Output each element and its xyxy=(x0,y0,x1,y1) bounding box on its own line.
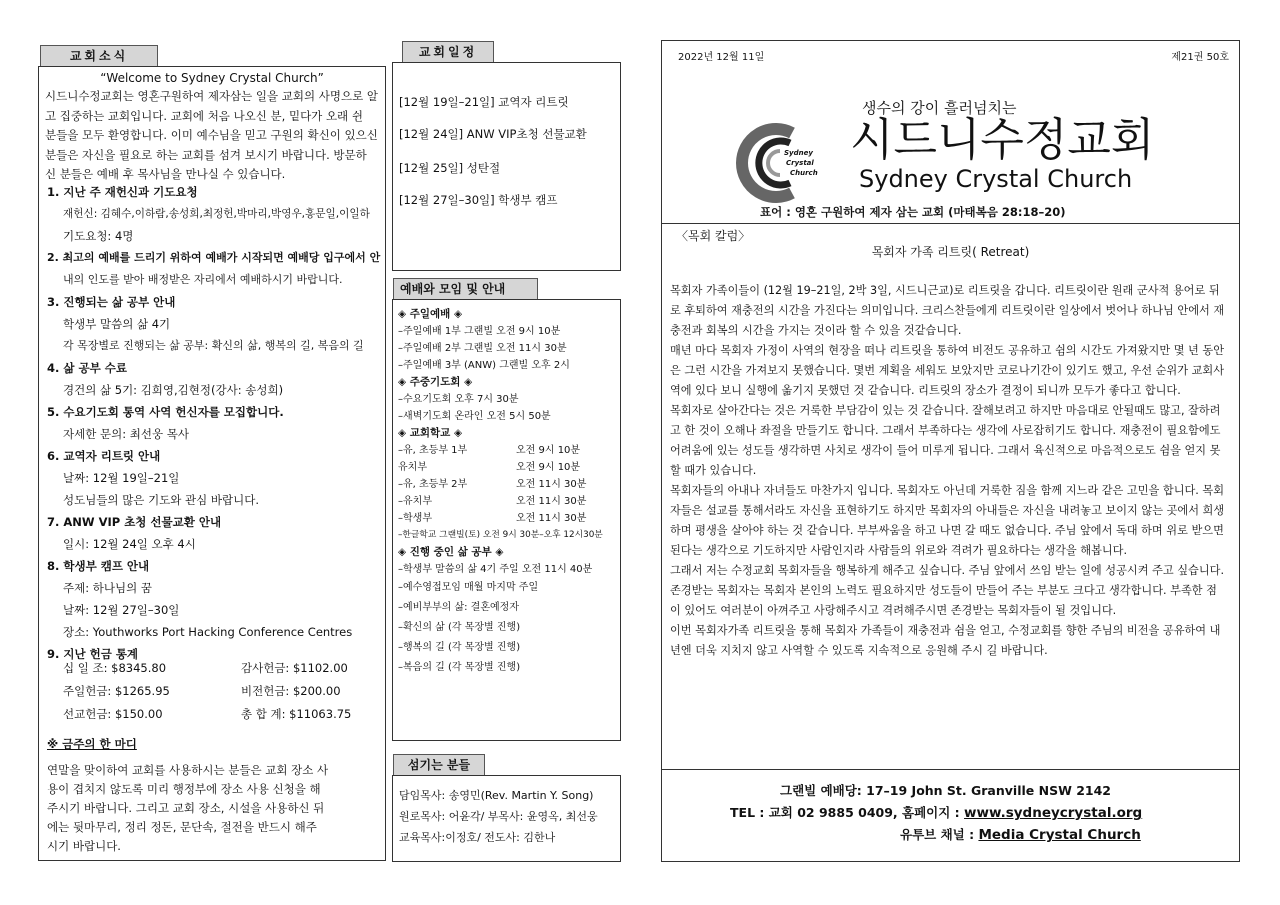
worship-row: –예비부부의 삶: 결혼예정자 xyxy=(398,602,519,613)
tagline: 생수의 강이 흘러넘치는 xyxy=(862,99,1017,117)
news-item-line: 재헌신: 김혜수,이하람,송성희,최정헌,박마리,박영우,홍문일,이일하 xyxy=(63,208,370,220)
news-item-title: 2. 최고의 예배를 드리기 위하여 예배가 시작되면 예배당 입구에서 안 xyxy=(47,251,381,264)
note-text xyxy=(47,761,328,856)
servant-line: 원로목사: 어윤각/ 부목사: 윤영옥, 최선웅 xyxy=(399,810,598,823)
footer-divider xyxy=(662,769,1239,770)
news-item-line: 일시: 12월 24일 오후 4시 xyxy=(63,537,196,551)
news-tab: 교회소식 xyxy=(40,45,158,66)
worship-row: 유치부 xyxy=(398,462,427,473)
crystal-c-logo-icon xyxy=(734,119,834,205)
worship-list xyxy=(398,306,603,678)
column-paragraph: 목회자들의 아내나 자녀들도 마찬가지 입니다. 목회자도 아닌데 거룩한 짐을 함께 지느라 같은 고민을 합니다. 목회자들은 설교를 통해서라도 자신을 표현하기도 하지만 목회자의 아내들은 자신을 내려놓고 보이지 않는 곳에서 희생하며 평생을 살아야 하는 것 같습니다. 부부싸움을 하고 나면 갈 때도 없습니다. 주님 앞에서 독대 하며 위로 받으면 된다는 생각으로 기도하지만 사람인지라 사람들의 위로와 격려가 필요하다는 생각을 해봅니다. xyxy=(670,484,1225,557)
note-title: ※ 금주의 한 마디 xyxy=(47,737,137,751)
servant-line: 담임목사: 송영민(Rev. Martin Y. Song) xyxy=(399,789,594,802)
logo-text-sydney: Sydney xyxy=(784,149,813,157)
news-item-title: 4. 삶 공부 수료 xyxy=(47,361,127,375)
worship-row: –주일예배 2부 그랜빌 오전 11시 30분 xyxy=(398,343,567,354)
worship-box xyxy=(392,299,621,741)
youtube-label: 유투브 채널 : xyxy=(900,827,979,842)
worship-group-title: ◈ 교회학교 ◈ xyxy=(398,427,463,439)
schedule-item: [12월 19일–21일] 교역자 리트릿 xyxy=(399,95,569,109)
news-item-title: 8. 학생부 캠프 안내 xyxy=(47,559,150,573)
offering-cell: 주일헌금: $1265.95 xyxy=(63,684,170,698)
worship-row: –학생부 xyxy=(398,513,432,524)
offering-cell: 선교헌금: $150.00 xyxy=(63,707,163,721)
worship-row: –확신의 삶 (각 목장별 진행) xyxy=(398,622,521,633)
church-name-en: Sydney Crystal Church xyxy=(859,165,1133,193)
welcome-text xyxy=(45,87,378,185)
offering-cell: 비전헌금: $200.00 xyxy=(241,684,341,698)
news-item-line: 내의 인도를 받아 배정받은 자리에서 예배하시기 바랍니다. xyxy=(63,273,343,286)
worship-group-title: ◈ 주중기도회 ◈ xyxy=(398,376,473,388)
worship-group-title: ◈ 주일예배 ◈ xyxy=(398,308,463,320)
worship-row: –유치부 xyxy=(398,496,432,507)
note-line: 에는 뒷마무리, 정리 정돈, 문단속, 절전을 반드시 해주 xyxy=(47,820,317,834)
schedule-box xyxy=(392,62,621,271)
news-item-title: 7. ANW VIP 초청 선물교환 안내 xyxy=(47,515,222,529)
worship-row: –주일예배 3부 (ANW) 그랜빌 오후 2시 xyxy=(398,360,570,371)
column-paragraph: 목회자로 살아간다는 것은 거룩한 부담감이 있는 것 같습니다. 잘해보려고 하지만 마음대로 안될때도 많고, 잘하려고 한 것이 오해나 좌절을 만들기도 합니다. 그래서 부족하다는 생각에 사로잡히기도 합니다. 재충전이 필요함에도 어려움에 있는 성도들 생각하면 사치로 생각이 들어 미루게 됩니다. 그래서 육신적으로 마음적으로도 쉼을 얻지 못할 때가 있습니다. xyxy=(670,404,1221,477)
news-item-line: 기도요청: 4명 xyxy=(63,229,134,243)
website-link[interactable]: www.sydneycrystal.org xyxy=(964,805,1143,821)
servants-tab: 섬기는 분들 xyxy=(393,754,485,775)
motto-divider xyxy=(662,223,1239,224)
worship-row: –행복의 길 (각 목장별 진행) xyxy=(398,642,521,653)
note-line: 주시기 바랍니다. 그리고 교회 장소, 시설을 사용하신 뒤 xyxy=(47,801,325,815)
worship-time: 오전 9시 10분 xyxy=(516,445,581,456)
news-item-line: 날짜: 12월 19일–21일 xyxy=(63,471,180,485)
news-item-title: 3. 진행되는 삶 공부 안내 xyxy=(47,295,176,309)
column-paragraph: 매년 마다 목회자 가정이 사역의 현장을 떠나 리트릿을 통하여 비전도 공유하고 쉼의 시간도 가져왔지만 몇 년 동안은 그런 시간을 가져보지 못했습니다. 몇번 계획을 세워도 보았지만 코로나기간이 있기도 했고, 우선 순위가 교회사역에 있다 보니 실행에 옮기지 못했던 것 같습니다. 리트릿의 장소가 결정이 되니까 모두가 좋다고 합니다. xyxy=(670,344,1225,397)
worship-time: 오전 11시 30분 xyxy=(516,496,587,507)
news-item-title: 1. 지난 주 재헌신과 기도요청 xyxy=(47,185,198,199)
column-paragraph: 이번 목회자가족 리트릿을 통해 목회자 가족들이 재충전과 쉼을 얻고, 수정교회를 향한 주님의 비전을 공유하여 내년엔 더욱 지치지 않고 사역할 수 있도록 지속적으로 응원해 주시 길 바랍니다. xyxy=(670,624,1221,657)
worship-row: –예수영접모임 매월 마지막 주일 xyxy=(398,582,539,593)
news-item-title: 9. 지난 헌금 통계 xyxy=(47,647,139,661)
contact-line xyxy=(730,803,1142,824)
worship-row: –새벽기도회 온라인 오전 5시 50분 xyxy=(398,411,551,422)
worship-time: 오전 11시 30분 xyxy=(516,479,587,490)
note-line: 연말을 맞이하여 교회를 사용하시는 분들은 교회 장소 사 xyxy=(47,763,329,777)
address: 그랜빌 예배당: 17–19 John St. Granville NSW 2142 xyxy=(780,783,1111,798)
news-item-line: 경건의 삶 5기: 김희영,김현정(강사: 송성희) xyxy=(63,383,284,397)
column-paragraph: 목회자 가족이들이 (12월 19–21일, 2박 3일, 시드니근교)로 리트릿을 갑니다. 리트릿이란 원래 군사적 용어로 뒤로 후퇴하여 재충전의 시간을 가진다는 의미입니다. 크리스찬들에게 리트릿이란 일상에서 벗어나 하나님 안에서 재충전과 회복의 시간을 가지는 것이라 할 수 있을 것같습니다. xyxy=(670,284,1225,337)
worship-row: –수요기도회 오후 7시 30분 xyxy=(398,394,519,405)
schedule-tab: 교회일정 xyxy=(402,41,494,62)
column-title: 목회자 가족 리트릿( Retreat) xyxy=(871,245,1030,259)
offering-cell: 총 합 계: $11063.75 xyxy=(241,707,352,721)
column-paragraph: 그래서 저는 수정교회 목회자들을 행복하게 해주고 싶습니다. 주님 앞에서 쓰임 받는 일에 성공시켜 주고 싶습니다. 존경받는 목회자는 목회자 본인의 노력도 필요하지만 성도들이 만들어 주는 부분도 크다고 생각합니다. 부족한 점이 있어도 여러분이 아껴주고 사랑해주시고 격려해주시면 존경받는 목회자들이 될 것입니다. xyxy=(670,564,1225,617)
logo-text-crystal: Crystal xyxy=(786,159,814,167)
news-item-line: 자세한 문의: 최선웅 목사 xyxy=(63,427,189,441)
worship-row: –유, 초등부 2부 xyxy=(398,479,468,490)
welcome-line: 시드니수정교회는 영혼구원하여 제자삼는 일을 교회의 사명으로 알 xyxy=(45,89,378,103)
column-body xyxy=(670,281,1226,661)
motto: 표어 : 영혼 구원하여 제자 삼는 교회 (마태복음 28:18–20) xyxy=(760,205,1066,219)
welcome-line: 고 집중하는 교회입니다. 교회에 처음 나오신 분, 밑다가 오래 쉰 xyxy=(45,108,363,123)
church-name-kr: 시드니수정교회 xyxy=(850,113,1155,166)
offering-cell: 감사헌금: $1102.00 xyxy=(241,661,348,675)
note-line: 시기 바랍니다. xyxy=(47,839,121,853)
offering-cell: 십 일 조: $8345.80 xyxy=(63,661,167,675)
welcome-line: 분들을 모두 환영합니다. 이미 예수님을 믿고 구원의 확신이 있으신 xyxy=(45,128,378,142)
worship-row: –복음의 길 (각 목장별 진행) xyxy=(398,662,521,673)
welcome-line: 분들은 자신을 필요로 하는 교회를 섬겨 보시기 바랍니다. 방문하 xyxy=(45,147,367,162)
news-item-title: 6. 교역자 리트릿 안내 xyxy=(47,449,161,463)
news-item-line: 성도님들의 많은 기도와 관심 바랍니다. xyxy=(63,493,260,507)
news-item-title: 5. 수요기도회 통역 사역 헌신자를 모집합니다. xyxy=(47,405,284,419)
schedule-item: [12월 25일] 성탄절 xyxy=(399,161,501,175)
youtube-line xyxy=(900,825,1141,846)
welcome-line: 신 분들은 예배 후 목사님을 만나실 수 있습니다. xyxy=(45,167,286,181)
servant-line: 교육목사:이정호/ 전도사: 김한나 xyxy=(399,831,556,844)
schedule-item: [12월 24일] ANW VIP초청 선물교환 xyxy=(399,127,587,141)
worship-row: –주일예배 1부 그랜빌 오전 9시 10분 xyxy=(398,326,561,337)
bulletin-issue: 제21권 50호 xyxy=(1171,52,1229,63)
news-item-line: 학생부 말씀의 삶 4기 xyxy=(63,317,171,331)
news-item-line: 주제: 하나님의 꿈 xyxy=(63,581,152,595)
logo-text-church: Church xyxy=(790,169,818,177)
news-item-line: 날짜: 12월 27일–30일 xyxy=(63,603,180,617)
worship-row: –한글학교 그랜빌(토) 오전 9시 30분–오후 12시30분 xyxy=(398,530,603,540)
servants-box xyxy=(392,775,621,862)
tel-label: TEL : 교회 02 9885 0409, 홈페이지 : xyxy=(730,805,965,820)
bulletin-date: 2022년 12월 11일 xyxy=(678,52,765,63)
youtube-link[interactable]: Media Crystal Church xyxy=(978,827,1141,843)
column-label: 〈목회 칼럼〉 xyxy=(676,229,751,243)
note-line: 용이 겹치지 않도록 미리 행정부에 장소 사용 신청을 해 xyxy=(47,782,321,796)
offering-table xyxy=(63,659,383,728)
welcome-title: “Welcome to Sydney Crystal Church” xyxy=(100,71,324,85)
news-items xyxy=(47,181,380,665)
bulletin-cover xyxy=(661,40,1240,862)
news-item-line: 각 목장별로 진행되는 삶 공부: 확신의 삶, 행복의 길, 복음의 길 xyxy=(63,339,364,352)
worship-time: 오전 9시 10분 xyxy=(516,462,581,473)
news-box xyxy=(38,66,386,861)
worship-time: 오전 11시 30분 xyxy=(516,513,587,524)
news-item-line: 장소: Youthworks Port Hacking Conference Centres xyxy=(63,625,353,639)
church-logo xyxy=(734,119,834,205)
worship-tab: 예배와 모임 및 안내 xyxy=(393,278,538,299)
worship-row: –유, 초등부 1부 xyxy=(398,445,468,456)
worship-row: –학생부 말씀의 삶 4기 주일 오전 11시 40분 xyxy=(398,564,593,575)
worship-group-title: ◈ 진행 중인 삶 공부 ◈ xyxy=(398,546,504,558)
schedule-item: [12월 27일–30일] 학생부 캠프 xyxy=(399,193,558,207)
